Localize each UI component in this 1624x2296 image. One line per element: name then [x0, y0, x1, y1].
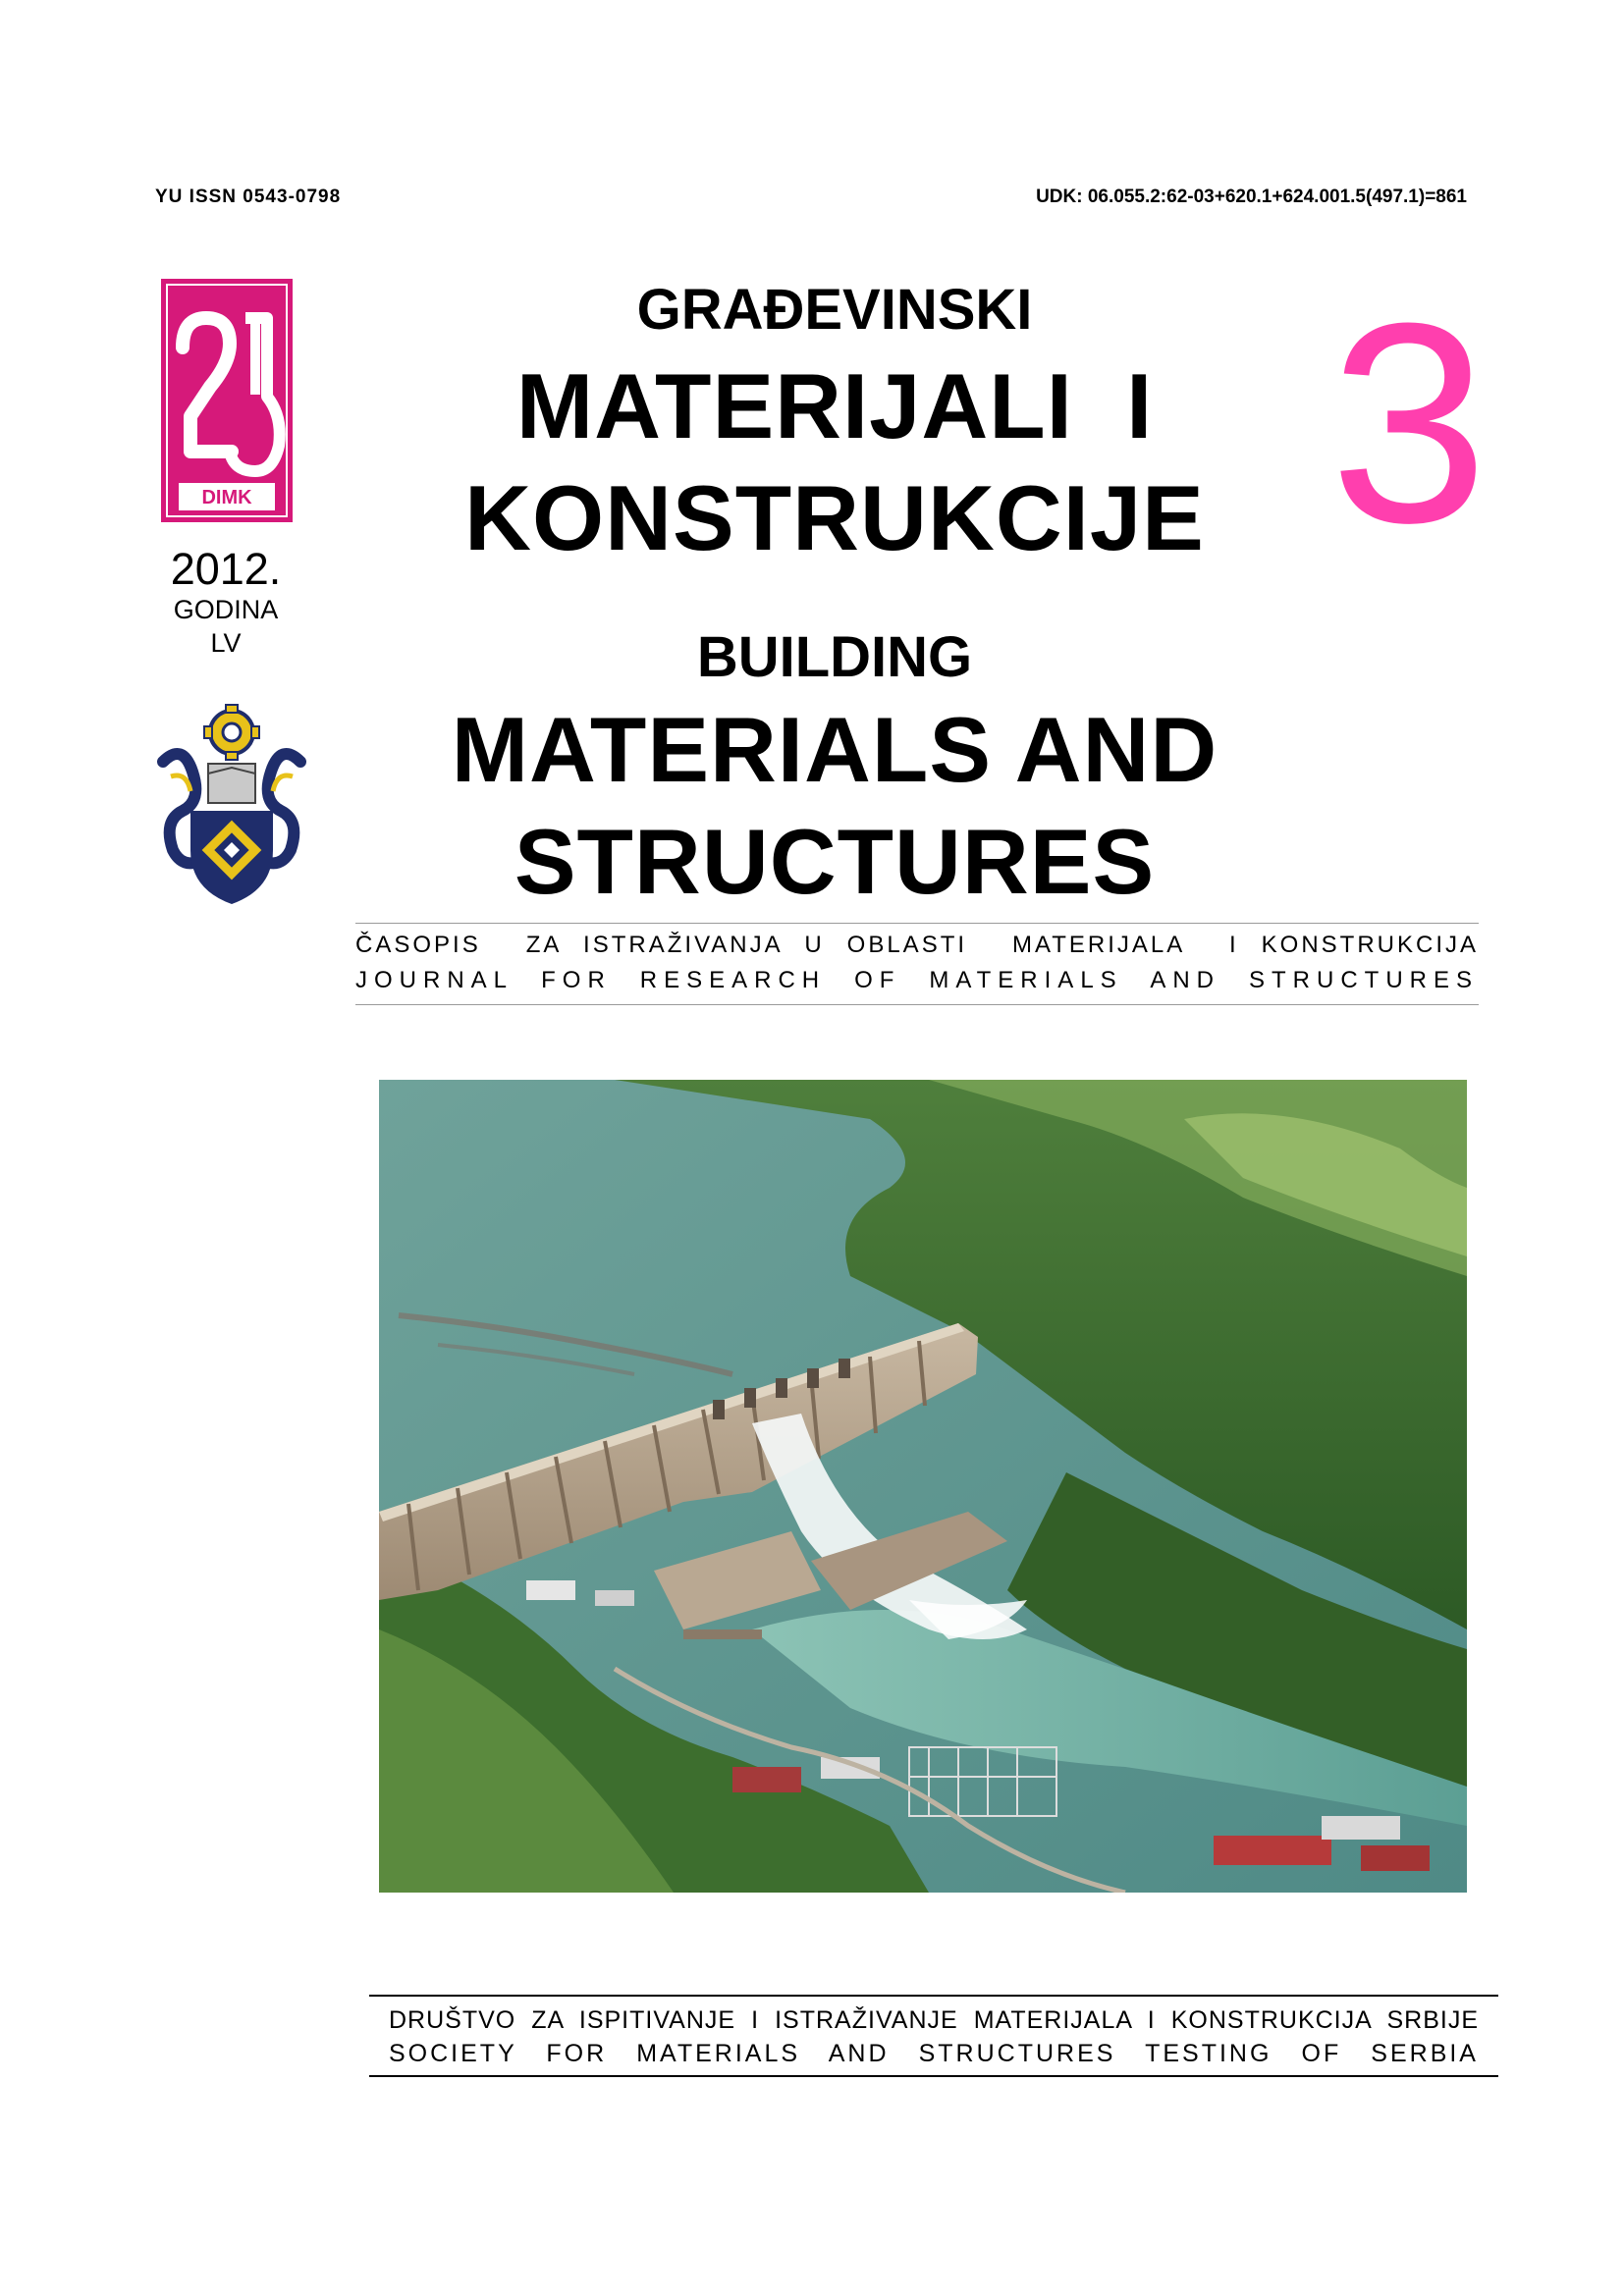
issue-number: 3: [1329, 264, 1489, 582]
title-en-line1: MATERIALS AND: [451, 698, 1218, 801]
journal-line-sr: ČASOPIS ZA ISTRAŽIVANJA U OBLASTI MATERIJALA I KONSTRUKCIJA: [355, 932, 1479, 958]
title-sr-line1: MATERIJALI I: [515, 354, 1154, 457]
title-sr-subtitle: GRAĐEVINSKI: [636, 278, 1033, 342]
society-line-en: SOCIETY FOR MATERIALS AND STRUCTURES TESTING OF SERBIA: [389, 2040, 1479, 2067]
journal-subtitle-box: [355, 923, 1479, 1005]
godina-label: GODINA: [173, 595, 279, 624]
volume-number: LV: [210, 628, 242, 658]
society-line-sr: DRUŠTVO ZA ISPITIVANJE I ISTRAŽIVANJE MATERIJALA I KONSTRUKCIJA SRBIJE: [389, 2006, 1479, 2034]
title-en-line2: STRUCTURES: [514, 810, 1156, 913]
title-en-subtitle: BUILDING: [696, 625, 973, 689]
year: 2012.: [170, 544, 282, 594]
dam-photo: [379, 1080, 1467, 1893]
journal-line-en: JOURNAL FOR RESEARCH OF MATERIALS AND STRUCTURES: [355, 967, 1479, 993]
udk-text: UDK: 06.055.2:62-03+620.1+624.001.5(497.1)=861: [1036, 187, 1467, 207]
dimk-logo-text: DIMK: [201, 487, 252, 508]
title-sr-line2: KONSTRUKCIJE: [464, 466, 1205, 569]
society-box: [369, 1995, 1498, 2077]
issn-text: YU ISSN 0543-0798: [155, 187, 342, 207]
crest-icon: [153, 703, 310, 909]
dimk-logo: [161, 279, 293, 522]
